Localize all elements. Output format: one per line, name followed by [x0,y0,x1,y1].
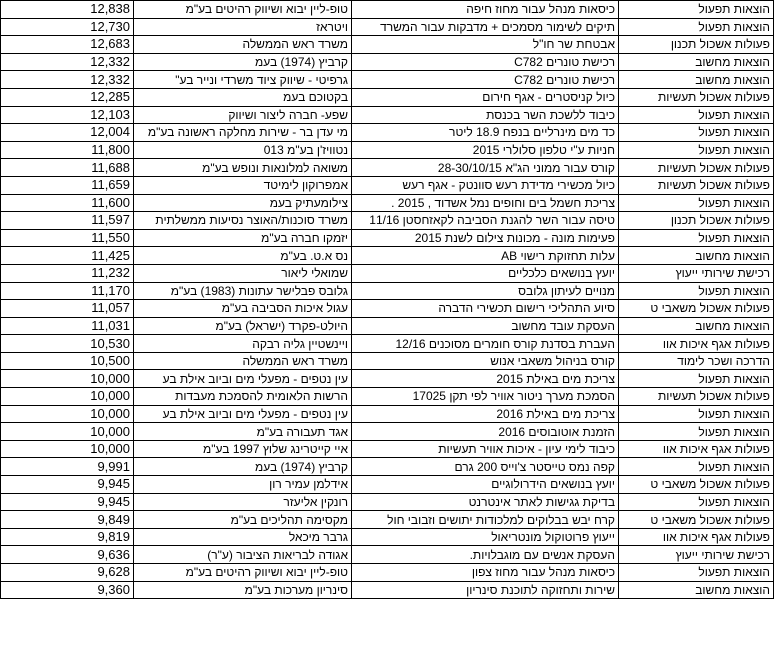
amount-cell[interactable]: 12,838 [1,1,134,19]
amount-cell[interactable]: 9,991 [1,458,134,476]
description-cell[interactable]: יועץ בנושאים כלכליים [352,264,619,282]
category-cell[interactable]: הוצאות תפעול [619,423,774,441]
table-row[interactable] [1,282,774,300]
supplier-cell[interactable]: בקטוכם בעמ [134,88,352,106]
table-row[interactable] [1,53,774,71]
description-cell[interactable]: כיסאות מנהל עבור מחוז צפון [352,564,619,582]
description-cell[interactable]: מנויים לעיתון גלובס [352,282,619,300]
amount-cell[interactable]: 12,332 [1,53,134,71]
category-cell[interactable]: הוצאות תפעול [619,229,774,247]
supplier-cell[interactable]: אגודה לבריאות הציבור (ע"ר) [134,546,352,564]
supplier-cell[interactable]: טופ-ליין יבוא ושיווק רהיטים בע"מ [134,564,352,582]
description-cell[interactable]: בדיקת גגישות לאתר אינטרנט [352,493,619,511]
category-cell[interactable]: הוצאות מחשוב [619,247,774,265]
table-row[interactable] [1,88,774,106]
amount-cell[interactable]: 12,683 [1,36,134,54]
description-cell[interactable]: הסמכת מערך ניטור אוויר לפי תקן 17025 [352,388,619,406]
table-row[interactable] [1,581,774,599]
category-cell[interactable]: הדרכה ושכר לימוד [619,352,774,370]
supplier-cell[interactable]: נס א.ט. בע"מ [134,247,352,265]
supplier-cell[interactable]: טופ-ליין יבוא ושיווק רהיטים בע"מ [134,1,352,19]
table-row[interactable] [1,423,774,441]
amount-cell[interactable]: 12,103 [1,106,134,124]
category-cell[interactable]: הוצאות מחשוב [619,71,774,89]
description-cell[interactable]: יועץ בנושאים הידרולוגיים [352,476,619,494]
description-cell[interactable]: שירות ותחזוקה לתוכנת סינריון [352,581,619,599]
supplier-cell[interactable]: שמואלי ליאור [134,264,352,282]
table-row[interactable] [1,247,774,265]
table-row[interactable] [1,528,774,546]
category-cell[interactable]: פעולות אשכול משאבי ט [619,511,774,529]
supplier-cell[interactable]: סינריון מערכות בע"מ [134,581,352,599]
category-cell[interactable]: פעולות אגף איכות אוו [619,440,774,458]
supplier-cell[interactable]: אידלמן עמיר רון [134,476,352,494]
category-cell[interactable]: פעולות אשכול תעשיות [619,388,774,406]
category-cell[interactable]: הוצאות תפעול [619,194,774,212]
category-cell[interactable]: הוצאות תפעול [619,141,774,159]
amount-cell[interactable]: 9,628 [1,564,134,582]
supplier-cell[interactable]: עגול איכות הסביבה בע"מ [134,300,352,318]
supplier-cell[interactable]: משואה למלונאות ונופש בע"מ [134,159,352,177]
amount-cell[interactable]: 11,425 [1,247,134,265]
amount-cell[interactable]: 10,500 [1,352,134,370]
amount-cell[interactable]: 11,057 [1,300,134,318]
table-row[interactable] [1,18,774,36]
table-row[interactable] [1,176,774,194]
supplier-cell[interactable]: יזמקו חברה בע"מ [134,229,352,247]
amount-cell[interactable]: 10,530 [1,335,134,353]
description-cell[interactable]: צריכת מים באילת 2016 [352,405,619,423]
description-cell[interactable]: פעימות מונה - מכונות צילום לשנת 2015 [352,229,619,247]
description-cell[interactable]: סיוע התהליכי רישום תכשירי הדברה [352,300,619,318]
table-row[interactable] [1,124,774,142]
category-cell[interactable]: פעולות אשכול תעשיות [619,88,774,106]
category-cell[interactable]: הוצאות תפעול [619,106,774,124]
supplier-cell[interactable]: נטוויז'ן בע"מ 013 [134,141,352,159]
amount-cell[interactable]: 11,688 [1,159,134,177]
category-cell[interactable]: פעולות אשכול תעשיות [619,176,774,194]
description-cell[interactable]: כיבוד ללשכת השר בכנסת [352,106,619,124]
amount-cell[interactable]: 9,849 [1,511,134,529]
supplier-cell[interactable]: גרבר מיכאל [134,528,352,546]
description-cell[interactable]: הזמנת אוטובוסים 2016 [352,423,619,441]
table-row[interactable] [1,229,774,247]
description-cell[interactable]: קורס עבור ממוני הג"א 28-30/10/15 [352,159,619,177]
supplier-cell[interactable]: משרד סוכנות/האוצר נסיעות ממשלתית [134,212,352,230]
description-cell[interactable]: רכישת טונרים C782 [352,53,619,71]
category-cell[interactable]: פעולות אשכול משאבי ט [619,300,774,318]
description-cell[interactable]: צריכת מים באילת 2015 [352,370,619,388]
amount-cell[interactable]: 11,170 [1,282,134,300]
category-cell[interactable]: הוצאות תפעול [619,124,774,142]
amount-cell[interactable]: 11,597 [1,212,134,230]
amount-cell[interactable]: 10,000 [1,370,134,388]
description-cell[interactable]: עלות תחזוקת רישוי AB [352,247,619,265]
description-cell[interactable]: כיבוד לימי עיון - איכות אוויר תעשיות [352,440,619,458]
supplier-cell[interactable]: רונקין אליעזר [134,493,352,511]
table-row[interactable] [1,370,774,388]
supplier-cell[interactable]: עין נטפים - מפעלי מים וביוב אילת בע [134,405,352,423]
supplier-cell[interactable]: אמפרוקון לימיטד [134,176,352,194]
table-row[interactable] [1,458,774,476]
table-row[interactable] [1,71,774,89]
description-cell[interactable]: כיול מכשירי מדידת רעש סוונטק - אגף רעש [352,176,619,194]
amount-cell[interactable]: 12,285 [1,88,134,106]
category-cell[interactable]: הוצאות תפעול [619,282,774,300]
description-cell[interactable]: צריכת חשמל בים וחופים נמל אשדוד , 2015 . [352,194,619,212]
table-row[interactable] [1,440,774,458]
category-cell[interactable]: פעולות אגף איכות אוו [619,528,774,546]
amount-cell[interactable]: 9,819 [1,528,134,546]
category-cell[interactable]: הוצאות תפעול [619,405,774,423]
table-row[interactable] [1,264,774,282]
table-row[interactable] [1,546,774,564]
description-cell[interactable]: קרח יבש בבלוקים למלכודות יתושים וזבובי חול [352,511,619,529]
category-cell[interactable]: פעולות אשכול משאבי ט [619,476,774,494]
description-cell[interactable]: כד מים מינרליים בנפח 18.9 ליטר [352,124,619,142]
amount-cell[interactable]: 11,600 [1,194,134,212]
table-row[interactable] [1,476,774,494]
description-cell[interactable]: רכישת טונרים C782 [352,71,619,89]
supplier-cell[interactable]: אגד תעבורה בע"מ [134,423,352,441]
category-cell[interactable]: הוצאות מחשוב [619,581,774,599]
table-row[interactable] [1,106,774,124]
supplier-cell[interactable]: ויינשטיין גליה רבקה [134,335,352,353]
amount-cell[interactable]: 10,000 [1,388,134,406]
table-row[interactable] [1,564,774,582]
category-cell[interactable]: פעולות אשכול תכנון [619,212,774,230]
table-row[interactable] [1,300,774,318]
supplier-cell[interactable]: איי קייטרינג שלוץ 1997 בע"מ [134,440,352,458]
category-cell[interactable]: הוצאות תפעול [619,18,774,36]
supplier-cell[interactable]: ויטראז [134,18,352,36]
description-cell[interactable]: כיסאות מנהל עבור מחוז חיפה [352,1,619,19]
amount-cell[interactable]: 11,659 [1,176,134,194]
table-row[interactable] [1,141,774,159]
description-cell[interactable]: ייעוץ פרוטוקול מונטריאול [352,528,619,546]
supplier-cell[interactable]: קרביץ (1974) בעמ [134,53,352,71]
description-cell[interactable]: קורס בניהול משאבי אנוש [352,352,619,370]
category-cell[interactable]: הוצאות מחשוב [619,317,774,335]
supplier-cell[interactable]: מי עדן בר - שירות מחלקה ראשונה בע"מ [134,124,352,142]
category-cell[interactable]: פעולות אגף איכות אוו [619,335,774,353]
amount-cell[interactable]: 11,800 [1,141,134,159]
amount-cell[interactable]: 12,730 [1,18,134,36]
category-cell[interactable]: רכישת שירותי ייעוץ [619,546,774,564]
table-row[interactable] [1,388,774,406]
supplier-cell[interactable]: היולט-פקרד (ישראל) בע"מ [134,317,352,335]
supplier-cell[interactable]: הרשות הלאומית להסמכת מעבדות [134,388,352,406]
amount-cell[interactable]: 9,636 [1,546,134,564]
table-row[interactable] [1,212,774,230]
supplier-cell[interactable]: גרפיטי - שיווק ציוד משרדי ונייר בע" [134,71,352,89]
supplier-cell[interactable]: צילומעתיק בעמ [134,194,352,212]
amount-cell[interactable]: 10,000 [1,423,134,441]
amount-cell[interactable]: 9,945 [1,476,134,494]
category-cell[interactable]: הוצאות תפעול [619,458,774,476]
table-row[interactable] [1,352,774,370]
table-row[interactable] [1,194,774,212]
table-row[interactable] [1,1,774,19]
category-cell[interactable]: הוצאות תפעול [619,564,774,582]
description-cell[interactable]: תיקים לשימור מסמכים + מדבקות עבור המשרד [352,18,619,36]
table-body [1,1,774,599]
description-cell[interactable]: העסקת אנשים עם מוגבלויות. [352,546,619,564]
amount-cell[interactable]: 11,031 [1,317,134,335]
description-cell[interactable]: חניות ע"י טלפון סלולרי 2015 [352,141,619,159]
amount-cell[interactable]: 9,945 [1,493,134,511]
supplier-cell[interactable]: קרביץ (1974) בעמ [134,458,352,476]
amount-cell[interactable]: 9,360 [1,581,134,599]
category-cell[interactable]: הוצאות תפעול [619,493,774,511]
description-cell[interactable]: העסקת עובד מחשוב [352,317,619,335]
description-cell[interactable]: אבטחת שר חו"ל [352,36,619,54]
category-cell[interactable]: פעולות אשכול תעשיות [619,159,774,177]
table-row[interactable] [1,405,774,423]
supplier-cell[interactable]: שפע- חברה ליצור ושיווק [134,106,352,124]
table-row[interactable] [1,511,774,529]
description-cell[interactable]: העברת בסדנת קורס חומרים מסוכנים 12/16 [352,335,619,353]
supplier-cell[interactable]: משרד ראש הממשלה [134,36,352,54]
category-cell[interactable]: הוצאות מחשוב [619,53,774,71]
amount-cell[interactable]: 11,550 [1,229,134,247]
category-cell[interactable]: פעולות אשכול תכנון [619,36,774,54]
table-row[interactable] [1,36,774,54]
amount-cell[interactable]: 11,232 [1,264,134,282]
category-cell[interactable]: הוצאות תפעול [619,1,774,19]
amount-cell[interactable]: 10,000 [1,440,134,458]
supplier-cell[interactable]: משרד ראש הממשלה [134,352,352,370]
amount-cell[interactable]: 12,332 [1,71,134,89]
category-cell[interactable]: רכישת שירותי ייעוץ [619,264,774,282]
supplier-cell[interactable]: מקסימה תהליכים בע"מ [134,511,352,529]
supplier-cell[interactable]: גלובס פבלישר עתונות (1983) בע"מ [134,282,352,300]
table-row[interactable] [1,493,774,511]
description-cell[interactable]: כיול קניסטרים - אגף חירום [352,88,619,106]
description-cell[interactable]: טיסה עבור השר להגנת הסביבה לקאזחסטן 11/16 [352,212,619,230]
table-row[interactable] [1,335,774,353]
table-row[interactable] [1,159,774,177]
category-cell[interactable]: הוצאות תפעול [619,370,774,388]
description-cell[interactable]: קפה נמס טייסטר צ'וייס 200 גרם [352,458,619,476]
supplier-cell[interactable]: עין נטפים - מפעלי מים וביוב אילת בע [134,370,352,388]
table-row[interactable] [1,317,774,335]
amount-cell[interactable]: 12,004 [1,124,134,142]
amount-cell[interactable]: 10,000 [1,405,134,423]
